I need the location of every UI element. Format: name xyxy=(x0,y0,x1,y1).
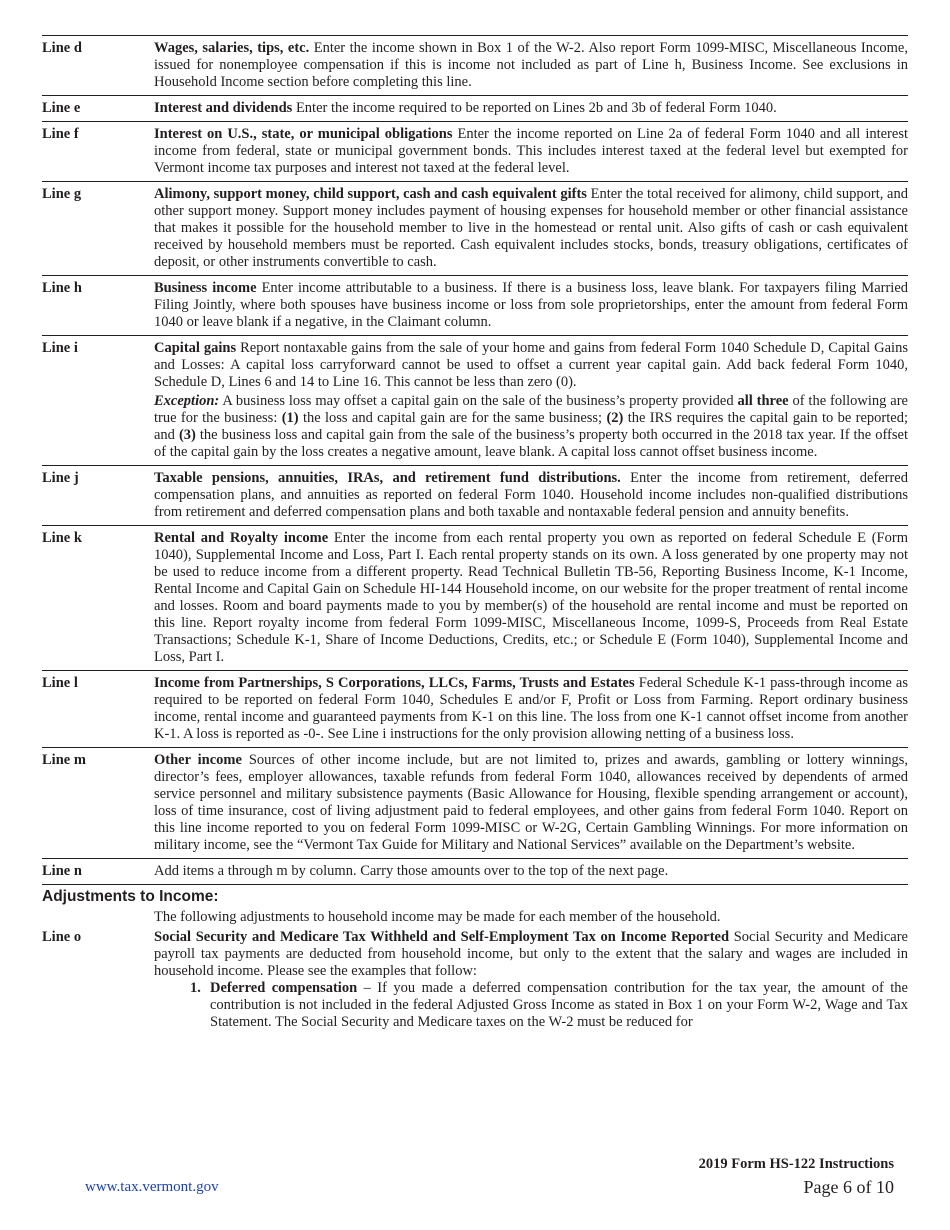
line-row-line-k xyxy=(42,525,908,670)
line-title: Capital gains xyxy=(154,340,237,356)
line-text: Add items a through m by column. Carry those amounts over to the top of the next page. xyxy=(154,863,669,879)
line-row-line-n xyxy=(42,858,908,884)
line-label: Line g xyxy=(42,186,82,202)
item-number: 1. xyxy=(190,980,201,996)
line-description xyxy=(154,675,908,743)
line-o-title: Social Security and Medicare Tax Withheld and Self-Employment Tax on Income Reported xyxy=(154,929,730,945)
line-title: Interest on U.S., state, or municipal obligations xyxy=(154,126,453,142)
adjustments-heading: Adjustments to Income: xyxy=(42,884,908,906)
line-text: of the following are true for the business: xyxy=(154,393,908,426)
line-label: Line k xyxy=(42,530,82,546)
line-title: Taxable pensions, annuities, IRAs, and retirement fund distributions. xyxy=(154,470,621,486)
line-label: Line i xyxy=(42,340,78,356)
line-label: Line e xyxy=(42,100,81,116)
adjustments-intro: The following adjustments to household income may be made for each member of the household. xyxy=(154,909,721,925)
line-row-line-f xyxy=(42,121,908,181)
deferred-comp-body: – If you made a deferred compensation contribution for the tax year, the amount of the contribution is not included in the federal Adjusted Gross Income as stated in Box 1 on your Form W-2, Wage and Tax Statement. The Social Security and Medicare taxes on the W-2 must be reduced for xyxy=(210,980,908,1030)
line-o-row xyxy=(42,926,908,980)
line-description xyxy=(154,863,908,880)
line-text: Enter the income reported on Line 2a of federal Form 1040 and all interest income from federal, state or municipal government bonds. This includes interest taxed at the federal level but exempted for Vermont income tax purposes and interest not taxed at the federal level. xyxy=(154,126,908,176)
line-text: Enter the income from retirement, deferred compensation plans, and annuities as reported on federal Form 1040. Household income includes non-qualified distributions from retirement and deferred compensation plans and both taxable and nontaxable federal pension and annuity benefits. xyxy=(154,470,908,520)
line-list xyxy=(42,35,908,884)
line-description xyxy=(154,752,908,854)
line-title: Business income xyxy=(154,280,257,296)
deferred-comp-item xyxy=(78,980,908,1031)
page-number: Page 6 of 10 xyxy=(803,1177,894,1197)
line-description xyxy=(154,100,908,117)
deferred-comp-text xyxy=(210,980,908,1031)
line-description xyxy=(154,280,908,331)
line-label: Line n xyxy=(42,863,82,879)
line-text: the IRS requires the capital gain to be reported; and xyxy=(154,410,908,443)
line-label: Line d xyxy=(42,40,82,56)
line-text: A business loss may offset a capital gain on the sale of the business’s property provided xyxy=(219,393,738,409)
line-label: Line m xyxy=(42,752,86,768)
line-row-line-j xyxy=(42,465,908,525)
line-label: Line o xyxy=(42,929,82,945)
line-text: Enter the income required to be reported on Lines 2b and 3b of federal Form 1040. xyxy=(292,100,777,116)
line-title: Interest and dividends xyxy=(154,100,293,116)
line-text: Enter the income from each rental property you own as reported on federal Schedule E (Form 1040), Supplemental Income and Loss, Part I. Each rental property stands on its own. A loss generated by one property may not be used to reduce income from a different property. Read Technical Bulletin TB-56, Reporting Business Income, K-1 Income, Rental Income and Capital Gain on Schedule HI-144 Household income, on our website for the proper treatment of rental income and losses. Room and board payments made to you by member(s) of the household are rental income and must be reported on this line. Report royalty income from federal Form 1099-MISC, Miscellaneous Income, 1099-S, Proceeds from Real Estate Transactions; Schedule K-1, Share of Income Deductions, Credits, etc.; or Schedule E (Form 1040), Supplemental Income and Loss, Part I. xyxy=(154,530,908,665)
line-label: Line l xyxy=(42,675,78,691)
line-description xyxy=(154,126,908,177)
line-label: Line j xyxy=(42,470,79,486)
line-text: the business loss and capital gain from the sale of the business’s property both occurred in the 2018 tax year. If the offset of the capital gain by the loss creates a negative amount, leave blank. A capital loss cannot offset business income. xyxy=(154,427,908,460)
line-title: Other income xyxy=(154,752,242,768)
deferred-comp-title: Deferred compensation xyxy=(210,980,358,996)
line-row-line-g xyxy=(42,181,908,275)
line-title: Income from Partnerships, S Corporations, LLCs, Farms, Trusts and Estates xyxy=(154,675,635,691)
line-title: (3) xyxy=(178,427,196,443)
line-text: Sources of other income include, but are not limited to, prizes and awards, gambling or lottery winnings, director’s fees, employer allowances, taxable refunds from federal Form 1040, allowances received by dependents of armed service personnel and military subsistence payments (Basic Allowance for Housing, flexible spending arrangement or account), loss of time insurance, cost of living adjustment paid to federal employees, and other gains from federal Form 1040. Report on this line income reported to you on federal Form 1099-MISC or W-2G, Certain Gambling Winnings. For more information on military income, see the “Vermont Tax Guide for Military and National Services” available on the Department’s website. xyxy=(154,752,908,853)
line-title: Rental and Royalty income xyxy=(154,530,329,546)
line-description xyxy=(154,40,908,91)
line-text: Enter income attributable to a business. If there is a business loss, leave blank. For taxpayers filing Married Filing Jointly, where both spouses have business income or loss from sole proprietorships, enter the amount from federal Form 1040 or leave blank if a negative, in the Claimant column. xyxy=(154,280,908,330)
line-description xyxy=(154,340,908,461)
instructions-body xyxy=(42,35,908,1031)
line-row-line-m xyxy=(42,747,908,858)
line-title: (2) xyxy=(606,410,624,426)
adjustments-intro-row xyxy=(42,906,908,926)
line-text: Enter the total received for alimony, child support, and other support money. Support money includes payment of housing expenses for household member or other financial assistance that makes it possible for the household member to live in the homestead or rental unit. Also gifts of cash or cash equivalent received by household members must be reported. Cash equivalent includes stocks, bonds, treasury obligations, certificates of deposit, or other instruments convertible to cash. xyxy=(154,186,908,270)
line-o-body: Social Security and Medicare payroll tax payments are deducted from household income, but only to the extent that the salary and wages are included in household income. Please see the examples that follow: xyxy=(154,929,908,979)
line-description xyxy=(154,470,908,521)
line-description xyxy=(154,530,908,666)
line-title: Wages, salaries, tips, etc. xyxy=(154,40,310,56)
line-text: Report nontaxable gains from the sale of your home and gains from federal Form 1040 Schedule D, Capital Gains and Losses: A capital loss carryforward cannot be used to offset a current year capital gain. Add back federal Form 1040, Schedule D, Lines 6 and 14 to Line 16. This cannot be less than zero (0). xyxy=(154,340,908,390)
line-title: Exception: xyxy=(154,393,220,409)
form-title: 2019 Form HS-122 Instructions xyxy=(698,1156,894,1172)
line-title: all three xyxy=(737,393,789,409)
website-link[interactable]: www.tax.vermont.gov xyxy=(85,1179,219,1195)
line-row-line-l xyxy=(42,670,908,747)
line-text: Enter the income shown in Box 1 of the W-2. Also report Form 1099-MISC, Miscellaneous Income, issued for nonemployee compensation if this is income not included as part of Line h, Business Income. See exclusions in Household Income section before completing this line. xyxy=(154,40,908,90)
line-text: the loss and capital gain are for the same business; xyxy=(298,410,607,426)
line-row-line-h xyxy=(42,275,908,335)
line-label: Line h xyxy=(42,280,82,296)
line-title: Alimony, support money, child support, cash and cash equivalent gifts xyxy=(154,186,587,202)
line-text: Federal Schedule K-1 pass-through income as required to be reported on federal Form 1040, Schedules E and/or F, Profit or Loss from Farming. Report ordinary business income, rental income and guaranteed payments from K-1 on this line. The loss from one K-1 cannot offset income from another K-1. A loss is reported as -0-. See Line i instructions for the only provision allowing netting of a business loss. xyxy=(154,675,908,742)
line-row-line-i xyxy=(42,335,908,465)
line-description xyxy=(154,186,908,271)
line-label: Line f xyxy=(42,126,79,142)
line-row-line-e xyxy=(42,95,908,121)
line-title: (1) xyxy=(281,410,299,426)
line-o-text xyxy=(154,929,908,980)
line-row-line-d xyxy=(42,35,908,95)
